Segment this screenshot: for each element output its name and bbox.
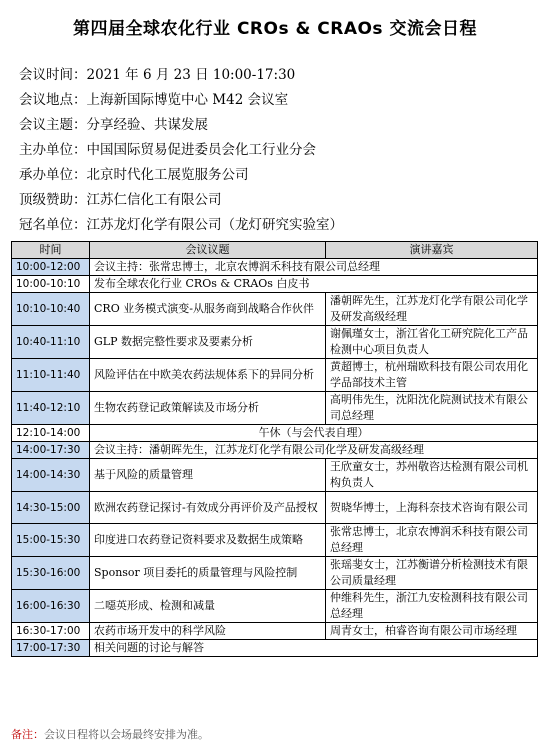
info-row [19,113,343,138]
cell-topic: 印度进口农药登记资料要求及数据生成策略 [90,524,326,557]
cell-speaker: 谢佩瑾女士，浙江省化工研究院化工产品检测中心项目负责人 [326,326,538,359]
cell-time: 10:00-10:10 [12,276,90,293]
table-row [12,640,538,657]
info-row [19,163,343,188]
cell-topic: 农药市场开发中的科学风险 [90,623,326,640]
info-row [19,188,343,213]
info-value: 北京时代化工展览服务公司 [86,167,249,183]
cell-speaker: 贺晓华博士，上海科奈技术咨询有限公司 [326,492,538,524]
cell-speaker: 黄超博士，杭州瑞欧科技有限公司农用化学品部技术主管 [326,359,538,392]
footnote-label: 备注： [11,728,44,741]
cell-time: 12:10-14:00 [12,425,90,442]
cell-topic: 午休（与会代表自理） [90,425,538,442]
table-row [12,590,538,623]
info-value: 上海新国际博览中心 M42 会议室 [86,92,289,108]
table-row [12,557,538,590]
cell-time: 11:10-11:40 [12,359,90,392]
info-row [19,213,343,238]
info-value: 分享经验、共谋发展 [86,117,208,133]
info-value: 江苏仁信化工有限公司 [86,192,222,208]
cell-topic: Sponsor 项目委托的质量管理与风险控制 [90,557,326,590]
cell-topic: CRO 业务模式演变-从服务商到战略合作伙伴 [90,293,326,326]
cell-speaker: 张常忠博士，北京农博润禾科技有限公司总经理 [326,524,538,557]
cell-topic: 生物农药登记政策解读及市场分析 [90,392,326,425]
cell-time: 11:40-12:10 [12,392,90,425]
header-time: 时间 [12,242,90,259]
meeting-info [19,63,343,238]
cell-topic: 会议主持：张常忠博士，北京农博润禾科技有限公司总经理 [90,259,538,276]
table-row [12,492,538,524]
cell-time: 10:40-11:10 [12,326,90,359]
table-row [12,293,538,326]
table-row [12,259,538,276]
info-label: 会议主题： [19,117,87,133]
cell-time: 14:00-17:30 [12,442,90,459]
table-row [12,326,538,359]
info-label: 会议时间： [19,67,87,83]
cell-topic: 发布全球农化行业 CROs & CRAOs 白皮书 [90,276,538,293]
info-label: 会议地点： [19,92,87,108]
table-row [12,359,538,392]
cell-topic: 基于风险的质量管理 [90,459,326,492]
info-label: 冠名单位： [19,217,87,233]
info-label: 承办单位： [19,167,87,183]
table-row [12,425,538,442]
table-row [12,524,538,557]
cell-time: 16:00-16:30 [12,590,90,623]
table-row [12,459,538,492]
cell-speaker: 王欣童女士，苏州敬咨达检测有限公司机构负责人 [326,459,538,492]
table-row [12,442,538,459]
cell-time: 10:00-12:00 [12,259,90,276]
cell-topic: 二噁英形成、检测和减量 [90,590,326,623]
cell-speaker: 仲维科先生，浙江九安检测科技有限公司总经理 [326,590,538,623]
info-value: 江苏龙灯化学有限公司（龙灯研究实验室） [86,217,343,233]
cell-time: 15:30-16:00 [12,557,90,590]
cell-speaker: 高明伟先生，沈阳沈化院测试技术有限公司总经理 [326,392,538,425]
cell-time: 10:10-10:40 [12,293,90,326]
table-row [12,392,538,425]
schedule-table [11,241,538,657]
info-row [19,63,343,88]
info-value: 2021 年 6 月 23 日 10:00-17:30 [86,67,296,83]
cell-time: 15:00-15:30 [12,524,90,557]
info-label: 主办单位： [19,142,87,158]
cell-speaker: 张瑶斐女士，江苏衡谱分析检测技术有限公司质量经理 [326,557,538,590]
info-row [19,88,343,113]
cell-time: 16:30-17:00 [12,623,90,640]
page-title: 第四届全球农化行业 CROs & CRAOs 交流会日程 [73,19,477,39]
footnote [11,727,537,743]
info-value: 中国国际贸易促进委员会化工行业分会 [86,142,316,158]
info-row [19,138,343,163]
cell-topic: 风险评估在中欧美农药法规体系下的异同分析 [90,359,326,392]
table-row [12,276,538,293]
info-label: 顶级赞助： [19,192,87,208]
cell-topic: 相关问题的讨论与解答 [90,640,538,657]
table-header-row [12,242,538,259]
table-row [12,623,538,640]
cell-time: 14:30-15:00 [12,492,90,524]
cell-topic: 会议主持：潘朝晖先生，江苏龙灯化学有限公司化学及研发高级经理 [90,442,538,459]
cell-time: 14:00-14:30 [12,459,90,492]
header-speaker: 演讲嘉宾 [326,242,538,259]
header-topic: 会议议题 [90,242,326,259]
cell-speaker: 周青女士，柏睿咨询有限公司市场经理 [326,623,538,640]
cell-topic: GLP 数据完整性要求及要素分析 [90,326,326,359]
footnote-text: 会议日程将以会场最终安排为准。 [44,728,209,741]
cell-topic: 欧洲农药登记探讨-有效成分再评价及产品授权 [90,492,326,524]
cell-speaker: 潘朝晖先生，江苏龙灯化学有限公司化学及研发高级经理 [326,293,538,326]
cell-time: 17:00-17:30 [12,640,90,657]
